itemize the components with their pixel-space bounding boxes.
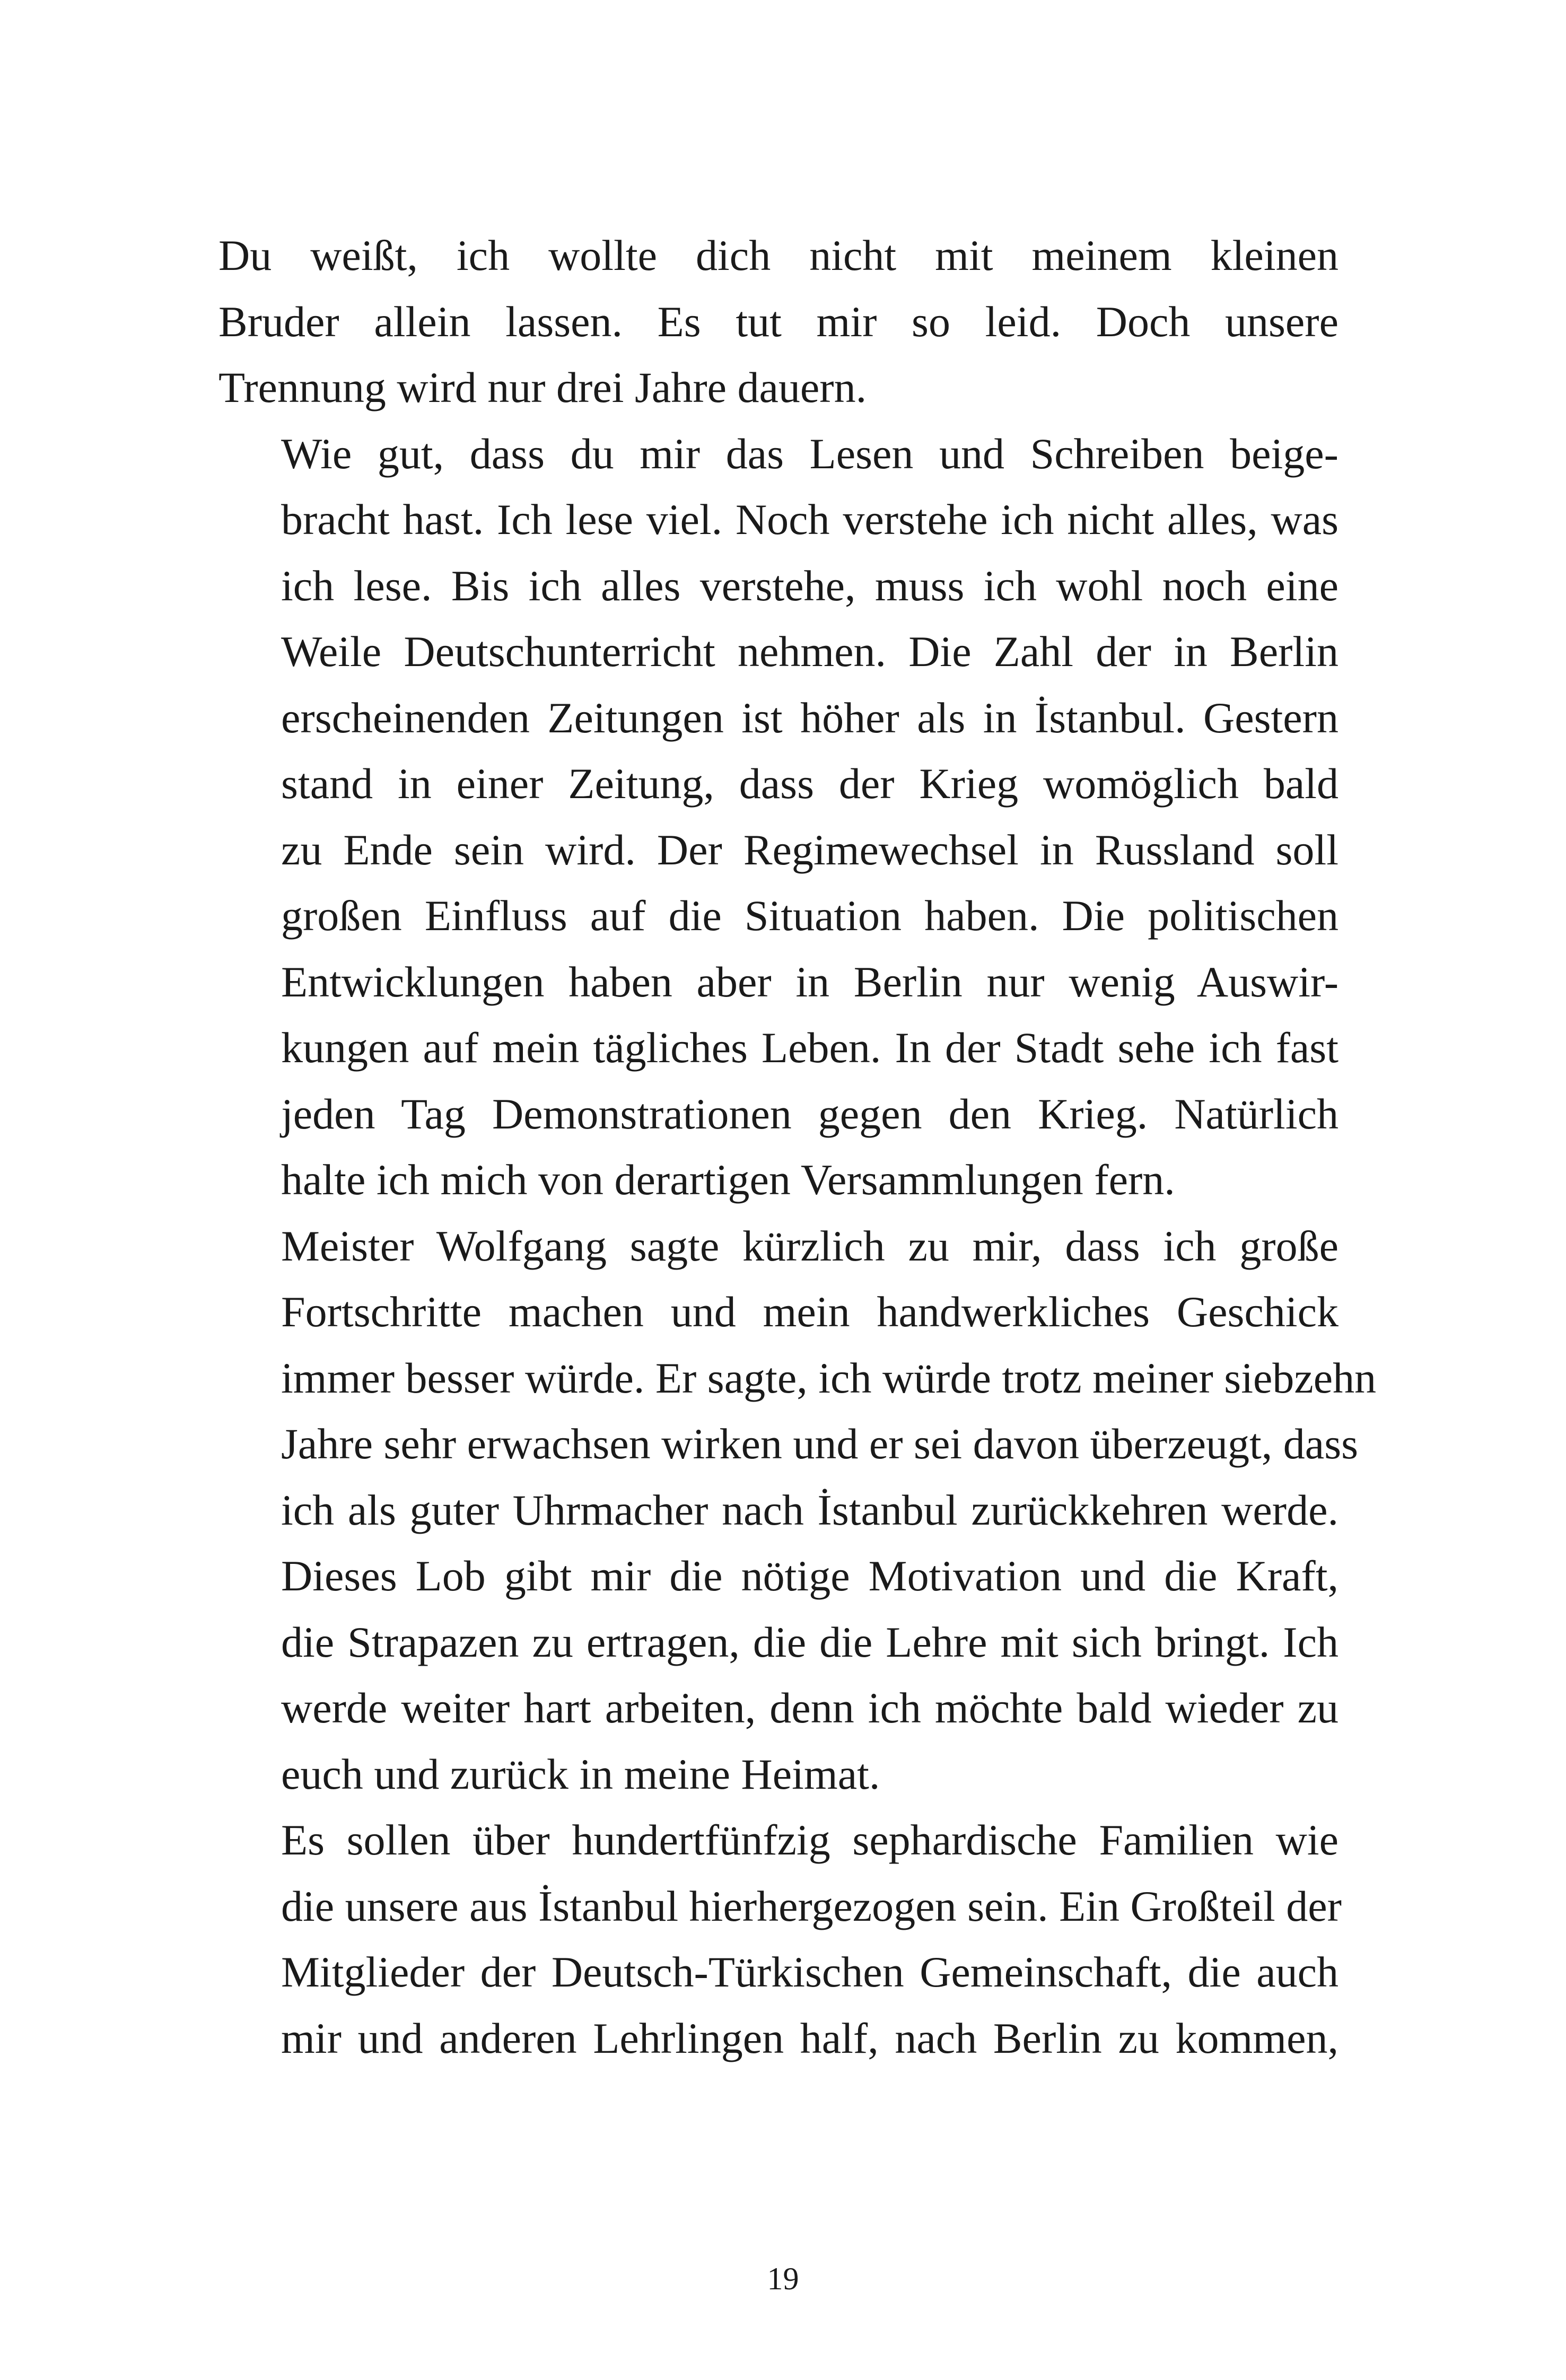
text-line: jeden Tag Demonstrationen gegen den Krieg. Natürlich	[281, 1089, 1338, 1138]
paragraph	[218, 1213, 1377, 1808]
text-line: zu Ende sein wird. Der Regimewechsel in Russland soll	[281, 825, 1338, 874]
text-line: Entwicklungen haben aber in Berlin nur wenig Auswir-	[281, 957, 1338, 1006]
body-text	[218, 223, 1377, 2071]
text-line: Mitglieder der Deutsch-Türkischen Gemeinschaft, die auch	[281, 1948, 1338, 1996]
text-line: halte ich mich von derartigen Versammlungen fern.	[281, 1156, 1175, 1204]
paragraph	[218, 1807, 1342, 2071]
text-line: die Strapazen zu ertragen, die die Lehre mit sich bringt. Ich	[281, 1617, 1338, 1666]
text-line: ich lese. Bis ich alles verstehe, muss ich wohl noch eine	[281, 561, 1338, 610]
text-line: Fortschritte machen und mein handwerkliches Geschick	[281, 1288, 1338, 1336]
text-line: Jahre sehr erwachsen wirken und er sei davon überzeugt, dass	[281, 1420, 1359, 1468]
text-line: immer besser würde. Er sagte, ich würde trotz meiner siebzehn	[281, 1353, 1377, 1402]
text-line: euch und zurück in meine Heimat.	[281, 1749, 880, 1798]
text-line: kungen auf mein tägliches Leben. In der Stadt sehe ich fast	[281, 1023, 1338, 1072]
paragraph	[218, 223, 1338, 421]
text-line: erscheinenden Zeitungen ist höher als in İstanbul. Gestern	[281, 693, 1338, 742]
paragraph	[218, 421, 1338, 1213]
text-line: Du weißt, ich wollte dich nicht mit meinem kleinen	[218, 231, 1338, 279]
text-line: mir und anderen Lehrlingen half, nach Berlin zu kommen,	[281, 2014, 1338, 2062]
text-line: Meister Wolfgang sagte kürzlich zu mir, dass ich große	[281, 1221, 1338, 1270]
text-line: ich als guter Uhrmacher nach İstanbul zurückkehren werde.	[281, 1485, 1338, 1534]
text-line: bracht hast. Ich lese viel. Noch verstehe ich nicht alles, was	[281, 495, 1338, 544]
text-line: Dieses Lob gibt mir die nötige Motivation und die Kraft,	[281, 1552, 1338, 1600]
text-line: Wie gut, dass du mir das Lesen und Schreiben beige-	[281, 429, 1338, 478]
text-line: großen Einfluss auf die Situation haben. Die politischen	[281, 891, 1338, 940]
page-number: 19	[767, 2261, 799, 2296]
text-line: stand in einer Zeitung, dass der Krieg womöglich bald	[281, 759, 1338, 808]
text-line: Weile Deutschunterricht nehmen. Die Zahl der in Berlin	[281, 627, 1338, 676]
text-line: Bruder allein lassen. Es tut mir so leid. Doch unsere	[218, 297, 1338, 346]
text-line: Trennung wird nur drei Jahre dauern.	[218, 363, 867, 412]
text-line: die unsere aus İstanbul hierhergezogen sein. Ein Großteil der	[281, 1882, 1342, 1930]
text-line: Es sollen über hundertfünfzig sephardische Familien wie	[281, 1816, 1338, 1864]
text-line: werde weiter hart arbeiten, denn ich möchte bald wieder zu	[281, 1684, 1338, 1732]
